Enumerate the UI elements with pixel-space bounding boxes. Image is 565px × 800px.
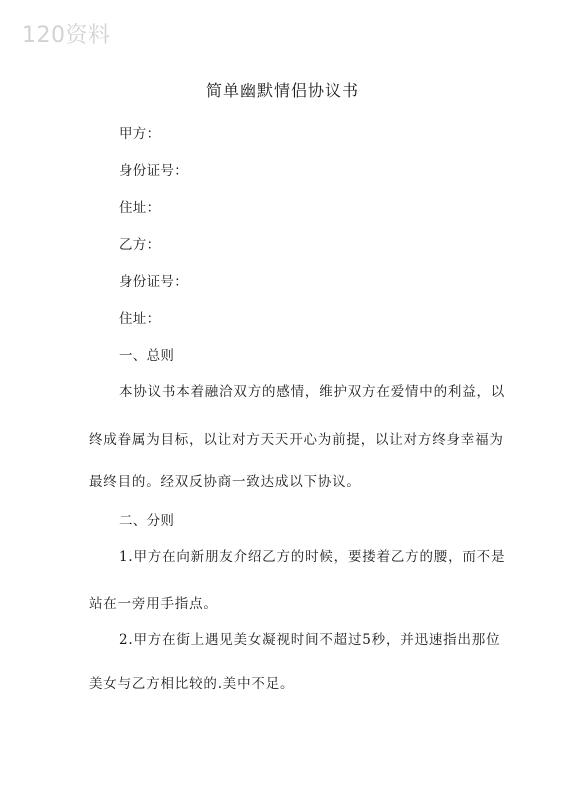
watermark-logo: 120资料 (22, 23, 111, 48)
clause2-line: 美女与乙方相比较的.美中不足。 (89, 676, 295, 692)
clause2-line: 2.甲方在街上遇见美女凝视时间不超过5秒，并迅速指出那位 (119, 632, 501, 648)
clause1-line: 1.甲方在向新朋友介绍乙方的时候，要搂着乙方的腰，而不是 (119, 549, 506, 565)
party-a-address-label: 住址： (119, 200, 161, 216)
party-b-id-label: 身份证号： (119, 274, 188, 290)
section1-line: 最终目的。经双反协商一致达成以下协议。 (89, 474, 361, 490)
clause1-line: 站在一旁用手指点。 (89, 596, 218, 612)
party-b-label: 乙方： (119, 237, 161, 253)
section1-line: 本协议书本着融洽双方的感情，维护双方在爱情中的利益，以 (119, 384, 506, 400)
section1-heading: 一、总则 (119, 348, 175, 364)
party-a-label: 甲方： (119, 126, 161, 142)
document-title: 简单幽默情侣协议书 (205, 81, 359, 100)
party-a-id-label: 身份证号： (119, 163, 188, 179)
section1-line: 终成眷属为目标，以让对方天天开心为前提，以让对方终身幸福为 (89, 432, 504, 448)
section2-heading: 二、分则 (119, 513, 175, 529)
party-b-address-label: 住址： (119, 311, 161, 327)
